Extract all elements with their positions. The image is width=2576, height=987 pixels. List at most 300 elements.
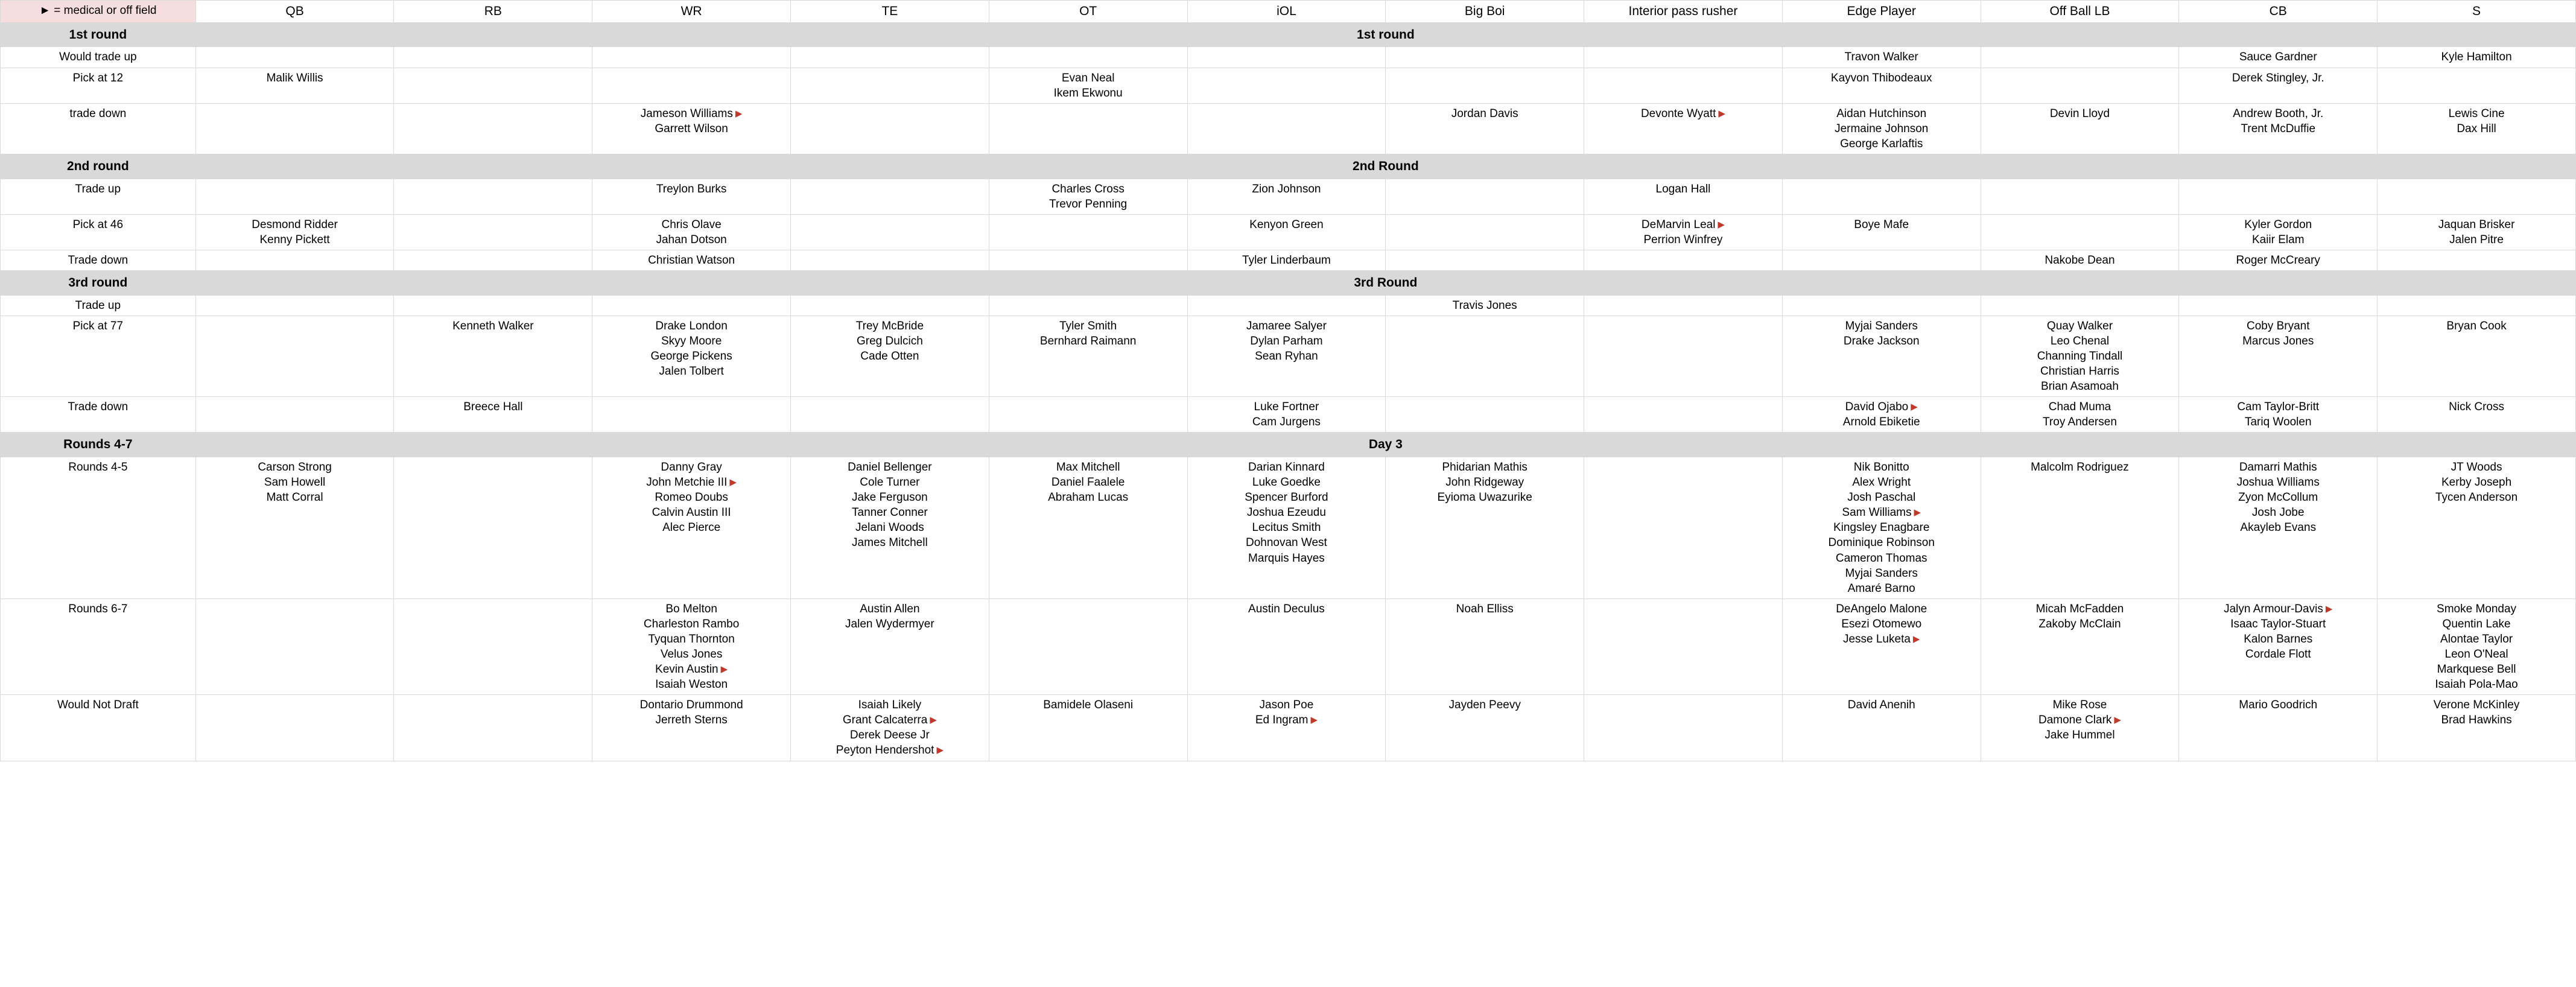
player-cell — [2179, 214, 2378, 250]
player-cell — [1187, 250, 1386, 270]
player-name: Alontae Taylor — [2440, 632, 2513, 646]
player-cell — [2378, 316, 2576, 396]
player-cell — [1782, 214, 1981, 250]
player-name: Danny Gray — [661, 461, 722, 474]
player-name: Arnold Ebiketie — [1842, 416, 1920, 429]
player-name: Nakobe Dean — [2045, 253, 2115, 267]
player-name: Matt Corral — [266, 491, 323, 504]
player-cell — [2179, 695, 2378, 761]
medical-flag-icon: ▶ — [1912, 633, 1920, 644]
player-cell — [195, 250, 394, 270]
player-name: John Metchie III ▶ — [646, 476, 737, 489]
legend-cell — [1, 1, 196, 23]
player-name: Jamaree Salyer — [1246, 319, 1327, 332]
player-name: Devin Lloyd — [2049, 107, 2110, 120]
player-cell — [1386, 316, 1584, 396]
player-name: Noah Elliss — [1456, 602, 1514, 615]
player-cell — [1386, 68, 1584, 103]
medical-flag-icon: ▶ — [735, 108, 743, 119]
player-name: Kenyon Green — [1249, 218, 1324, 231]
column-header: S — [2378, 1, 2576, 23]
player-cell — [2378, 250, 2576, 270]
player-cell — [2179, 47, 2378, 68]
player-cell — [1782, 250, 1981, 270]
player-cell — [592, 103, 791, 154]
player-cell — [195, 598, 394, 694]
player-cell — [195, 214, 394, 250]
player-cell — [195, 695, 394, 761]
player-name: George Karlaftis — [1840, 137, 1923, 150]
row-label: Trade up — [1, 179, 196, 214]
player-cell — [1782, 695, 1981, 761]
player-cell — [1981, 68, 2179, 103]
column-header: iOL — [1187, 1, 1386, 23]
player-name: Damarri Mathis — [2239, 461, 2317, 474]
player-name: Kenny Pickett — [259, 233, 330, 246]
player-name: Skyy Moore — [661, 334, 722, 348]
player-cell — [2179, 598, 2378, 694]
player-cell — [2378, 68, 2576, 103]
player-cell — [2378, 47, 2576, 68]
player-name: Markquese Bell — [2437, 663, 2516, 676]
player-cell — [1782, 295, 1981, 316]
player-name: Austin Allen — [860, 602, 920, 615]
row-label: Pick at 46 — [1, 214, 196, 250]
player-cell — [1782, 103, 1981, 154]
player-name: Josh Paschal — [1847, 491, 1916, 504]
player-name: Esezi Otomewo — [1841, 617, 1922, 630]
player-cell — [2378, 179, 2576, 214]
legend-flag-icon: ► — [39, 4, 51, 17]
player-cell — [1981, 695, 2179, 761]
player-name: Charleston Rambo — [643, 617, 740, 630]
player-name: Romeo Doubs — [655, 491, 728, 504]
player-cell — [989, 397, 1187, 433]
player-cell — [1584, 457, 1783, 599]
player-name: Desmond Ridder — [252, 218, 338, 231]
player-cell — [2378, 295, 2576, 316]
player-name: David Ojabo ▶ — [1845, 401, 1918, 414]
player-name: Jake Ferguson — [852, 491, 928, 504]
player-name: Dax Hill — [2457, 122, 2496, 135]
player-cell — [791, 179, 989, 214]
player-cell — [1584, 250, 1783, 270]
player-cell — [394, 214, 592, 250]
player-cell — [791, 316, 989, 396]
player-name: Marcus Jones — [2242, 334, 2314, 348]
player-cell — [1386, 397, 1584, 433]
player-cell — [195, 316, 394, 396]
player-cell — [1187, 397, 1386, 433]
player-name: Quentin Lake — [2442, 617, 2511, 630]
player-cell — [1386, 250, 1584, 270]
table-row — [1, 47, 2576, 68]
player-cell — [394, 103, 592, 154]
player-cell — [592, 47, 791, 68]
player-cell — [394, 179, 592, 214]
player-name: Devonte Wyatt ▶ — [1640, 107, 1725, 120]
player-cell — [1981, 103, 2179, 154]
player-cell — [1386, 295, 1584, 316]
player-name: Mario Goodrich — [2239, 699, 2318, 712]
player-name: DeMarvin Leal ▶ — [1641, 218, 1725, 231]
player-cell — [989, 598, 1187, 694]
player-name: Tyler Smith — [1059, 319, 1117, 332]
player-name: Jake Hummel — [2045, 729, 2115, 742]
player-cell — [1981, 295, 2179, 316]
section-header-row — [1, 433, 2576, 457]
player-name: Lecitus Smith — [1252, 521, 1321, 535]
player-name: Roger McCreary — [2236, 253, 2320, 267]
column-header: RB — [394, 1, 592, 23]
player-cell — [2179, 68, 2378, 103]
player-cell — [989, 214, 1187, 250]
player-cell — [1584, 295, 1783, 316]
player-name: Darian Kinnard — [1248, 461, 1325, 474]
player-cell — [592, 695, 791, 761]
player-name: Leo Chenal — [2050, 334, 2110, 348]
player-name: Sauce Gardner — [2239, 51, 2317, 64]
player-name: Phidarian Mathis — [1442, 461, 1528, 474]
player-name: Trent McDuffie — [2241, 122, 2316, 135]
player-name: Verone McKinley — [2433, 699, 2520, 712]
player-name: Drake Jackson — [1843, 334, 1920, 348]
player-name: Myjai Sanders — [1845, 566, 1918, 580]
column-header: Interior pass rusher — [1584, 1, 1783, 23]
player-name: Perrion Winfrey — [1643, 233, 1723, 246]
player-cell — [195, 103, 394, 154]
player-name: Jordan Davis — [1451, 107, 1518, 120]
player-cell — [2179, 397, 2378, 433]
player-name: Damone Clark ▶ — [2038, 714, 2121, 727]
row-label: Trade up — [1, 295, 196, 316]
player-cell — [195, 47, 394, 68]
player-cell — [2179, 179, 2378, 214]
player-name: Dominique Robinson — [1828, 536, 1935, 550]
player-name: Max Mitchell — [1056, 461, 1120, 474]
medical-flag-icon: ▶ — [720, 664, 728, 675]
player-cell — [592, 397, 791, 433]
player-name: Kayvon Thibodeaux — [1830, 71, 1932, 84]
table-row — [1, 103, 2576, 154]
medical-flag-icon: ▶ — [729, 477, 737, 488]
player-cell — [2179, 295, 2378, 316]
table-row — [1, 695, 2576, 761]
section-label: 3rd round — [1, 271, 196, 296]
player-name: Cam Jurgens — [1252, 416, 1321, 429]
player-cell — [1584, 68, 1783, 103]
row-label: trade down — [1, 103, 196, 154]
player-name: Ikem Ekwonu — [1053, 86, 1123, 100]
player-name: Cordale Flott — [2245, 648, 2311, 661]
header-row — [1, 1, 2576, 23]
player-name: Bo Melton — [665, 602, 717, 615]
player-name: Tanner Conner — [852, 506, 928, 519]
player-cell — [1187, 214, 1386, 250]
player-cell — [1187, 103, 1386, 154]
player-name: Zyon McCollum — [2238, 491, 2318, 504]
player-cell — [791, 103, 989, 154]
player-cell — [2179, 250, 2378, 270]
player-cell — [195, 68, 394, 103]
player-cell — [1981, 457, 2179, 599]
player-name: Travon Walker — [1844, 51, 1918, 64]
player-cell — [394, 47, 592, 68]
player-name: Spencer Burford — [1245, 491, 1328, 504]
player-name: Leon O'Neal — [2444, 648, 2508, 661]
legend-label: = medical or off field — [54, 4, 157, 17]
player-name: Trevor Penning — [1049, 197, 1128, 211]
player-name: David Anenih — [1847, 699, 1915, 712]
player-name: Chad Muma — [2048, 401, 2111, 414]
player-name: Jalen Tolbert — [659, 365, 724, 378]
player-name: Velus Jones — [660, 648, 723, 661]
player-name: Lewis Cine — [2448, 107, 2505, 120]
player-name: JT Woods — [2451, 461, 2502, 474]
player-name: Zakoby McClain — [2038, 617, 2121, 630]
player-cell — [989, 250, 1187, 270]
player-cell — [1187, 316, 1386, 396]
section-banner: 3rd Round — [195, 271, 2575, 296]
player-name: Tycen Anderson — [2435, 491, 2518, 504]
player-cell — [1981, 316, 2179, 396]
player-name: Bamidele Olaseni — [1043, 699, 1134, 712]
player-cell — [791, 457, 989, 599]
player-name: Sam Howell — [264, 476, 326, 489]
player-cell — [1187, 457, 1386, 599]
player-name: Bryan Cook — [2446, 319, 2507, 332]
player-name: Tyler Linderbaum — [1242, 253, 1331, 267]
medical-flag-icon: ▶ — [2114, 715, 2121, 726]
player-cell — [592, 316, 791, 396]
player-name: Jalen Wydermyer — [845, 617, 934, 630]
player-name: Joshua Ezeudu — [1246, 506, 1326, 519]
player-cell — [2378, 457, 2576, 599]
player-cell — [791, 47, 989, 68]
player-name: Christian Harris — [2040, 365, 2119, 378]
player-cell — [791, 250, 989, 270]
column-header: TE — [791, 1, 989, 23]
player-cell — [1187, 695, 1386, 761]
player-cell — [1584, 316, 1783, 396]
table-row — [1, 397, 2576, 433]
player-name: Jesse Luketa ▶ — [1842, 632, 1920, 646]
player-name: Cam Taylor-Britt — [2237, 401, 2320, 414]
player-cell — [592, 214, 791, 250]
table-row — [1, 250, 2576, 270]
player-name: Jerreth Sterns — [655, 714, 728, 727]
medical-flag-icon: ▶ — [1310, 715, 1318, 726]
row-label: Would Not Draft — [1, 695, 196, 761]
player-name: DeAngelo Malone — [1836, 602, 1927, 615]
player-cell — [592, 179, 791, 214]
player-cell — [791, 397, 989, 433]
medical-flag-icon: ▶ — [1911, 402, 1918, 413]
row-label: Would trade up — [1, 47, 196, 68]
table-row — [1, 179, 2576, 214]
player-cell — [1187, 68, 1386, 103]
section-banner: 1st round — [195, 22, 2575, 47]
medical-flag-icon: ▶ — [936, 745, 944, 756]
player-name: Troy Andersen — [2043, 416, 2117, 429]
player-name: Derek Deese Jr — [849, 729, 930, 742]
section-header-row — [1, 271, 2576, 296]
player-name: Jason Poe — [1259, 699, 1314, 712]
table-row — [1, 598, 2576, 694]
player-name: Zion Johnson — [1252, 182, 1321, 195]
player-name: Smoke Monday — [2437, 602, 2517, 615]
player-name: Nick Cross — [2449, 401, 2504, 414]
player-cell — [195, 457, 394, 599]
player-name: Andrew Booth, Jr. — [2233, 107, 2324, 120]
player-name: Dohnovan West — [1245, 536, 1327, 550]
column-header: WR — [592, 1, 791, 23]
player-cell — [592, 598, 791, 694]
player-cell — [1782, 179, 1981, 214]
player-name: Coby Bryant — [2246, 319, 2310, 332]
player-name: Christian Watson — [648, 253, 735, 267]
section-label: 2nd round — [1, 154, 196, 179]
player-name: Cole Turner — [860, 476, 920, 489]
player-cell — [1981, 598, 2179, 694]
player-cell — [592, 68, 791, 103]
player-name: John Ridgeway — [1445, 476, 1524, 489]
medical-flag-icon: ▶ — [2325, 603, 2333, 614]
player-cell — [1386, 103, 1584, 154]
column-header: OT — [989, 1, 1187, 23]
player-name: Dontario Drummond — [639, 699, 743, 712]
player-name: Kyle Hamilton — [2441, 51, 2512, 64]
player-name: Carson Strong — [258, 461, 332, 474]
player-cell — [2179, 316, 2378, 396]
section-header-row — [1, 154, 2576, 179]
section-label: 1st round — [1, 22, 196, 47]
player-name: Micah McFadden — [2035, 602, 2124, 615]
player-name: Calvin Austin III — [652, 506, 731, 519]
column-header: CB — [2179, 1, 2378, 23]
player-cell — [1782, 68, 1981, 103]
player-name: Dylan Parham — [1250, 334, 1323, 348]
player-name: Joshua Williams — [2236, 476, 2320, 489]
player-name: Boye Mafe — [1854, 218, 1909, 231]
player-cell — [1386, 457, 1584, 599]
player-cell — [1386, 695, 1584, 761]
player-name: Kingsley Enagbare — [1833, 521, 1930, 535]
player-cell — [1386, 214, 1584, 250]
player-cell — [989, 103, 1187, 154]
player-name: Malcolm Rodriguez — [2031, 461, 2129, 474]
player-name: Cade Otten — [860, 349, 919, 363]
player-cell — [1981, 214, 2179, 250]
player-cell — [394, 250, 592, 270]
player-name: Travis Jones — [1452, 299, 1517, 312]
player-cell — [989, 295, 1187, 316]
medical-flag-icon: ▶ — [930, 715, 937, 726]
player-name: Isaiah Weston — [655, 678, 728, 691]
player-cell — [1584, 598, 1783, 694]
player-cell — [1187, 295, 1386, 316]
medical-flag-icon: ▶ — [1718, 108, 1725, 119]
row-label: Trade down — [1, 250, 196, 270]
player-cell — [791, 598, 989, 694]
player-name: Treylon Burks — [656, 182, 727, 195]
player-cell — [195, 397, 394, 433]
player-name: Myjai Sanders — [1845, 319, 1918, 332]
player-cell — [592, 295, 791, 316]
player-cell — [394, 695, 592, 761]
player-cell — [1782, 316, 1981, 396]
player-name: Amaré Barno — [1847, 582, 1915, 595]
column-header: QB — [195, 1, 394, 23]
player-name: Kenneth Walker — [452, 319, 534, 332]
player-cell — [1584, 47, 1783, 68]
player-name: Jermaine Johnson — [1835, 122, 1929, 135]
player-cell — [394, 316, 592, 396]
player-cell — [1187, 47, 1386, 68]
player-name: Jalyn Armour-Davis ▶ — [2224, 602, 2333, 615]
player-cell — [1782, 47, 1981, 68]
player-name: Kyler Gordon — [2244, 218, 2312, 231]
player-cell — [791, 295, 989, 316]
player-cell — [1386, 598, 1584, 694]
player-cell — [592, 250, 791, 270]
player-cell — [394, 68, 592, 103]
player-name: Luke Fortner — [1254, 401, 1319, 414]
player-cell — [2378, 397, 2576, 433]
player-name: Cameron Thomas — [1835, 551, 1927, 565]
player-cell — [1584, 179, 1783, 214]
player-name: Jameson Williams ▶ — [640, 107, 743, 120]
player-name: Evan Neal — [1061, 71, 1115, 84]
player-name: Quay Walker — [2046, 319, 2113, 332]
player-name: Greg Dulcich — [856, 334, 923, 348]
player-cell — [1386, 179, 1584, 214]
player-name: Sam Williams ▶ — [1842, 506, 1921, 519]
player-cell — [791, 695, 989, 761]
table-row — [1, 295, 2576, 316]
section-header-row — [1, 22, 2576, 47]
player-cell — [195, 179, 394, 214]
player-cell — [1187, 179, 1386, 214]
player-cell — [2378, 695, 2576, 761]
player-cell — [989, 695, 1187, 761]
player-name: Jayden Peevy — [1448, 699, 1521, 712]
player-cell — [1187, 598, 1386, 694]
player-name: James Mitchell — [852, 536, 928, 550]
player-cell — [1584, 103, 1783, 154]
player-name: Isaiah Likely — [858, 699, 922, 712]
player-name: Nik Bonitto — [1853, 461, 1909, 474]
player-name: Jelani Woods — [855, 521, 924, 535]
player-name: Kaiir Elam — [2251, 233, 2305, 246]
player-name: Ed Ingram ▶ — [1255, 714, 1318, 727]
player-name: Isaac Taylor-Stuart — [2230, 617, 2326, 630]
player-name: Jalen Pitre — [2449, 233, 2504, 246]
player-cell — [1782, 397, 1981, 433]
player-name: Peyton Hendershot ▶ — [836, 744, 944, 757]
player-name: Tariq Woolen — [2244, 416, 2312, 429]
player-name: Daniel Faalele — [1051, 476, 1125, 489]
player-name: Channing Tindall — [2037, 349, 2123, 363]
player-cell — [2179, 457, 2378, 599]
player-name: Akayleb Evans — [2240, 521, 2317, 535]
player-cell — [989, 179, 1187, 214]
player-cell — [791, 214, 989, 250]
player-cell — [989, 47, 1187, 68]
player-cell — [1981, 250, 2179, 270]
section-label: Rounds 4-7 — [1, 433, 196, 457]
column-header: Big Boi — [1386, 1, 1584, 23]
